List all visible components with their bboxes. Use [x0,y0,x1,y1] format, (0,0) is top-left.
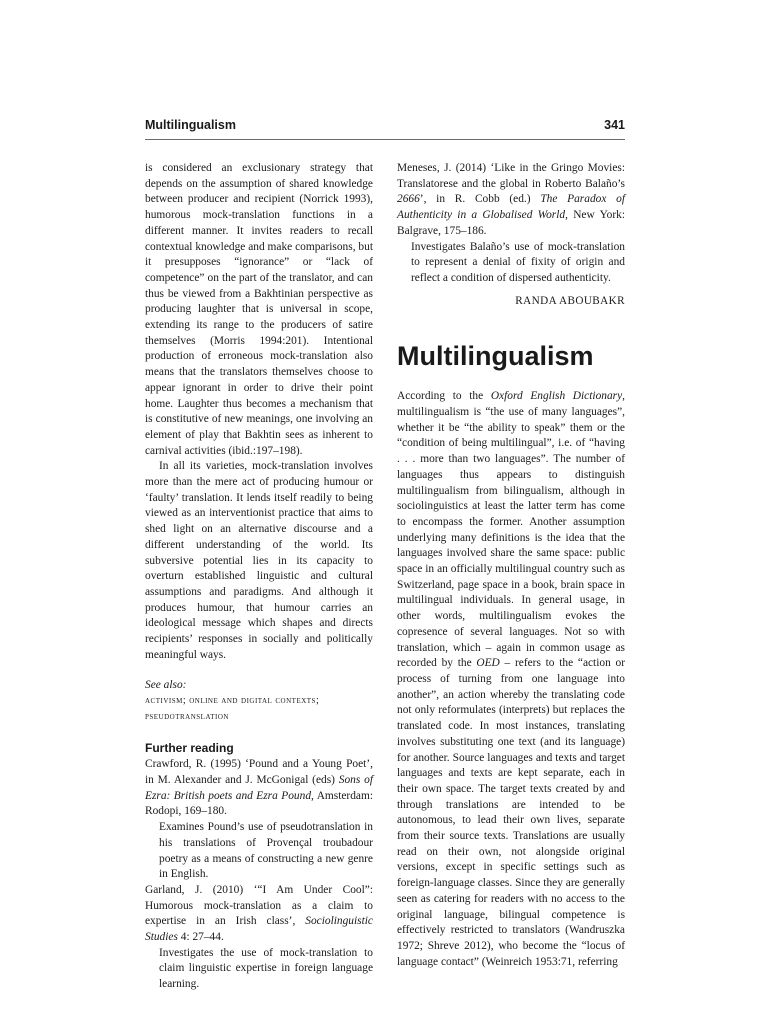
body-text: According to the [397,390,491,403]
see-also-list: activism; online and digital contexts; pseudotranslation [145,695,320,722]
reference-title: Sons of Ezra: British poets and Ezra Pound [145,774,373,802]
reference-text: Garland, J. (2010) ‘“I Am Under Cool”: Humorous mock-translation as a claim to expertise in an Irish class’, [145,883,373,928]
reference-entry [145,757,373,820]
see-also-label: See also: [145,678,187,691]
reference-text: , Amsterdam: Rodopi, 169–180. [145,789,374,818]
running-title: Multilingualism [145,118,236,132]
reference-annotation: Examines Pound’s use of pseudotranslation in his translations of Provençal troubadour poetry as a means of constructing a new genre in English. [159,821,373,881]
reference-entry [397,161,625,240]
body-paragraph: In all its varieties, mock-translation involves more than the mere act of producing humour or ‘faulty’ translation. It lends itself readily to being viewed as an interventionist practice that aims to shed light on an alternative discourse and a different understanding of the world. Its subversive potential lies in its capacity to overturn established linguistic and cultural assumptions and paradigms. And although it produces humour, that humour carries an ideological message which shapes and directs recipients’ responses in socially and politically meaningful ways. [145,460,373,661]
header-rule [145,139,625,140]
further-reading-heading: Further reading [145,740,234,755]
reference-annotation: Investigates Balaño’s use of mock-translation to represent a denial of fixity of origin and reflect a condition of dispersed authenticity. [411,240,625,284]
page-header [145,118,625,136]
body-text: – refers to the “action or process of turning from one language into another”, an action whereby the translating code not only reformulates (interprets) but replaces the translated code. In most instances, translating involves substituting one text (and its language) for another. Source languages and texts and target languages and texts are kept separate, each in their own space. The target texts created by and through translations are intended to be autonomous, to lead their own lives, separate from their source texts. Translations are usually read on their own, not alongside original versions, except in specific settings such as foreign-language classes. Since they are generally seen as catering for readers with no access to the original language, bilingual competence is effectively restricted to translators (Wandruszka 1972; Shreve 2012), who become the “locus of language contact” (Weinreich 1953:71, referring [397,657,625,968]
reference-title: Sociolinguistic Studies [145,915,373,944]
body-text: , multilingualism is “the use of many languages”, whether it be “the ability to speak” them or the “condition of being multilingual”, i.e. of “having . . . more than two languages”. The number of languages thus appears to distinguish multilingualism from bilingualism, although in sociolinguistics at least the latter term has come to encompass the former. Another assumption underlying many definitions is the idea that the languages involved share the same space: public space in an officially multilingual country such as Switzerland, page space in a book, brain space in multilingual individuals. In general usage, in other words, multilingualism evokes the copresence of several languages. Not so with translation, which – again in common usage as recorded by the [397,390,625,670]
dictionary-title: Oxford English Dictionary [490,390,623,403]
body-paragraph [397,389,625,970]
reference-annotation: Investigates the use of mock-translation to claim linguistic expertise in foreign language learning. [159,946,373,991]
reference-text: 4: 27–44. [177,931,224,944]
reference-text: Meneses, J. (2014) ‘Like in the Gringo Movies: Translatorese and the global in Roberto Balaño’s [397,162,625,190]
reference-text: Crawford, R. (1995) ‘Pound and a Young Poet’, in M. Alexander and J. McGonigal (eds) [145,758,373,787]
reference-text: , New York: Balgrave, 175–186. [397,209,625,237]
reference-title: The Paradox of Authenticity in a Globalised World [397,193,625,222]
reference-text: ’, in R. Cobb (ed.) [419,193,541,206]
page-number: 341 [604,118,625,132]
dictionary-abbrev: OED [476,657,500,670]
reference-title: 2666 [397,193,420,206]
entry-author: RANDA ABOUBAKR [515,294,625,307]
left-column [145,161,373,993]
right-column [397,161,625,970]
reference-entry [145,883,373,946]
body-paragraph: is considered an exclusionary strategy that depends on the assumption of shared knowledge between producer and recipient (Norrick 1993), humorous mock-translation functions in a different manner. It invites readers to recall contextual knowledge and make comparisons, but it presupposes “ignorance” or “lack of competence” on the part of the translator, and can thus be viewed from a Bakhtinian perspective as producing laughter that is universal in scope, extending its range to the producers of satire themselves (Morris 1994:201). Intentional production of erroneous mock-translation also means that the translators themselves choose to appear ignorant in order to drive their point home. Laughter thus becomes a mechanism that is constitutive of new meanings, one involving an element of play that Bakhtin sees as inherent to carnival activities (ibid.:197–198). [145,162,373,457]
entry-title: Multilingualism [397,341,594,372]
